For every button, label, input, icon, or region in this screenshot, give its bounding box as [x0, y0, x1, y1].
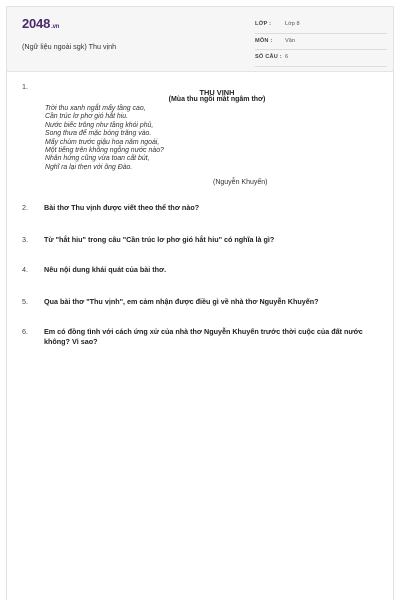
meta-value: Văn — [285, 37, 295, 44]
logo-tld: .vn — [51, 24, 60, 30]
poem-line: Cần trúc lơ phơ gió hắt hiu. — [45, 113, 129, 121]
poem-line: Trời thu xanh ngắt mấy tầng cao, — [45, 105, 146, 112]
poem-line: Nghĩ ra lại thẹn với ông Đào. — [45, 163, 133, 171]
meta-row-question-count — [255, 50, 387, 67]
question-number: 3. — [22, 235, 28, 244]
meta-table — [255, 17, 387, 67]
worksheet-header — [7, 7, 393, 72]
question-text: Bài thơ Thu vịnh được viết theo thể thơ nào? — [44, 203, 200, 212]
meta-value: Lớp 8 — [285, 21, 300, 27]
meta-label: LỚP : — [255, 21, 272, 27]
meta-value: 6 — [285, 54, 289, 60]
poem-line: Song thưa để mặc bóng trăng vào. — [45, 130, 152, 138]
worksheet — [6, 6, 394, 600]
poem-line: Một tiếng trên không ngỗng nước nào? — [45, 147, 164, 155]
question-text: Qua bài thơ "Thu vịnh", em cảm nhận được điều gì về nhà thơ Nguyễn Khuyến? — [44, 297, 319, 306]
question-number: 1. — [22, 82, 28, 91]
site-logo[interactable] — [22, 16, 59, 31]
logo-main: 2048 — [22, 16, 51, 31]
question-number: 6. — [22, 327, 28, 336]
question-text: Em có đồng tình với cách ứng xử của nhà thơ Nguyễn Khuyến trước thời cuộc của đất nước không? Vì sao? — [44, 327, 363, 346]
poem-body — [45, 105, 164, 172]
document-title: (Ngữ liệu ngoài sgk) Thu vịnh — [22, 42, 117, 51]
question-text: Nêu nội dung khái quát của bài thơ. — [44, 265, 167, 274]
meta-row-subject — [255, 34, 387, 51]
poem-subtitle: (Mùa thu ngồi mát ngâm thơ) — [168, 96, 266, 103]
poem-author: (Nguyễn Khuyến) — [213, 179, 268, 186]
meta-row-class — [255, 17, 387, 34]
question-text: Từ "hắt hiu" trong câu "Cần trúc lơ phơ gió hắt hiu" có nghĩa là gì? — [44, 235, 275, 244]
poem-title: THU VỊNH — [199, 88, 235, 97]
meta-label: SỐ CÂU : — [255, 54, 282, 60]
poem-line: Nhân hứng cũng vừa toan cất bút, — [45, 155, 150, 163]
meta-label: MÔN : — [255, 37, 273, 44]
question-number: 5. — [22, 297, 28, 306]
poem-line: Nước biếc trông như tầng khói phủ, — [45, 121, 154, 129]
question-number: 4. — [22, 265, 28, 274]
question-number: 2. — [22, 203, 28, 212]
poem-line: Mấy chùm trước giậu hoa năm ngoái, — [45, 138, 160, 146]
